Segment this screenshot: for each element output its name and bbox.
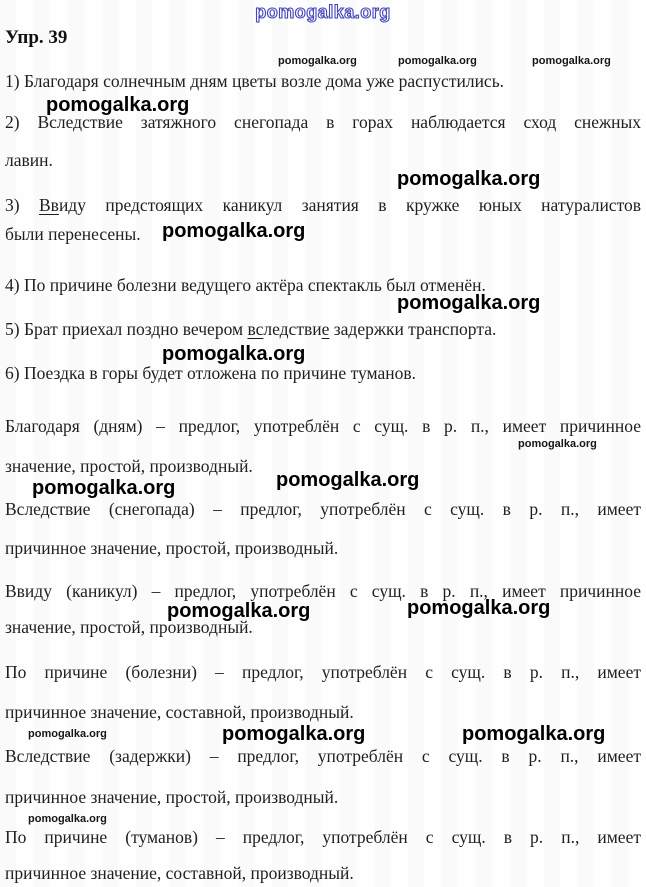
- analysis-3-line2: значение, простой, производный.: [5, 617, 253, 637]
- analysis-2-line2: причинное значение, простой, производный.: [5, 538, 339, 558]
- sentence-5-prefix: 5) Брат приехал поздно вечером: [5, 319, 248, 339]
- sentence-3-line1: [5, 195, 641, 215]
- watermark: pomogalka.org: [462, 723, 606, 745]
- watermark: pomogalka.org: [532, 55, 611, 67]
- watermark: pomogalka.org: [518, 438, 597, 450]
- watermark: pomogalka.org: [397, 292, 541, 314]
- analysis-5-line1: Вследствие (задержки) – предлог, употреблён с сущ. в р. п., имеет: [5, 746, 641, 766]
- sentence-4: 4) По причине болезни ведущего актёра спектакль был отменён.: [5, 275, 486, 295]
- site-logo: pomogalka.org: [255, 2, 391, 22]
- watermark: pomogalka.org: [167, 600, 311, 622]
- analysis-3-line1: Ввиду (каникул) – предлог, употреблён с сущ. в р. п., имеет причинное: [5, 581, 641, 601]
- sentence-1: 1) Благодаря солнечным дням цветы возле дома уже распустились.: [5, 71, 505, 91]
- analysis-5-line2: причинное значение, простой, производный.: [5, 787, 339, 807]
- analysis-1-line2: значение, простой, производный.: [5, 456, 253, 476]
- sentence-3-underlined: Вв: [39, 195, 59, 215]
- analysis-6-line2: причинное значение, составной, производный.: [5, 863, 354, 883]
- sentence-5-underlined-1: вс: [247, 319, 264, 339]
- watermark: pomogalka.org: [407, 597, 551, 619]
- sentence-3-rest: иду предстоящих каникул занятия в кружке юных натуралистов: [58, 195, 642, 215]
- watermark: pomogalka.org: [162, 343, 306, 365]
- sentence-5-underlined-2: е: [321, 319, 330, 339]
- watermark: pomogalka.org: [32, 477, 176, 499]
- sentence-3-line2: были перенесены.: [5, 224, 141, 244]
- sentence-3-prefix: 3): [5, 195, 39, 215]
- sentence-2-line2: лавин.: [5, 150, 53, 170]
- watermark: pomogalka.org: [46, 94, 190, 116]
- sentence-5-suffix: задержки транспорта.: [329, 319, 497, 339]
- analysis-4-line2: причинное значение, составной, производный.: [5, 702, 354, 722]
- watermark: pomogalka.org: [162, 220, 306, 242]
- watermark: pomogalka.org: [28, 813, 107, 825]
- analysis-1-line1: Благодаря (дням) – предлог, употреблён с сущ. в р. п., имеет причинное: [5, 416, 641, 436]
- watermark: pomogalka.org: [28, 728, 107, 740]
- watermark: pomogalka.org: [278, 55, 357, 67]
- analysis-6-line1: По причине (туманов) – предлог, употреблён с сущ. в р. п., имеет: [5, 827, 641, 847]
- sentence-5-middle: ледстви: [263, 319, 322, 339]
- watermark: pomogalka.org: [276, 469, 420, 491]
- sentence-5: [5, 319, 641, 339]
- watermark: pomogalka.org: [222, 723, 366, 745]
- watermark: pomogalka.org: [397, 168, 541, 190]
- watermark: pomogalka.org: [398, 55, 477, 67]
- analysis-2-line1: Вследствие (снегопада) – предлог, употреблён с сущ. в р. п., имеет: [5, 499, 641, 519]
- sentence-2-line1: 2) Вследствие затяжного снегопада в горах наблюдается сход снежных: [5, 112, 641, 132]
- page-title: Упр. 39: [5, 27, 68, 48]
- analysis-4-line1: По причине (болезни) – предлог, употреблён с сущ. в р. п., имеет: [5, 662, 641, 682]
- sentence-6: 6) Поездка в горы будет отложена по причине туманов.: [5, 363, 416, 383]
